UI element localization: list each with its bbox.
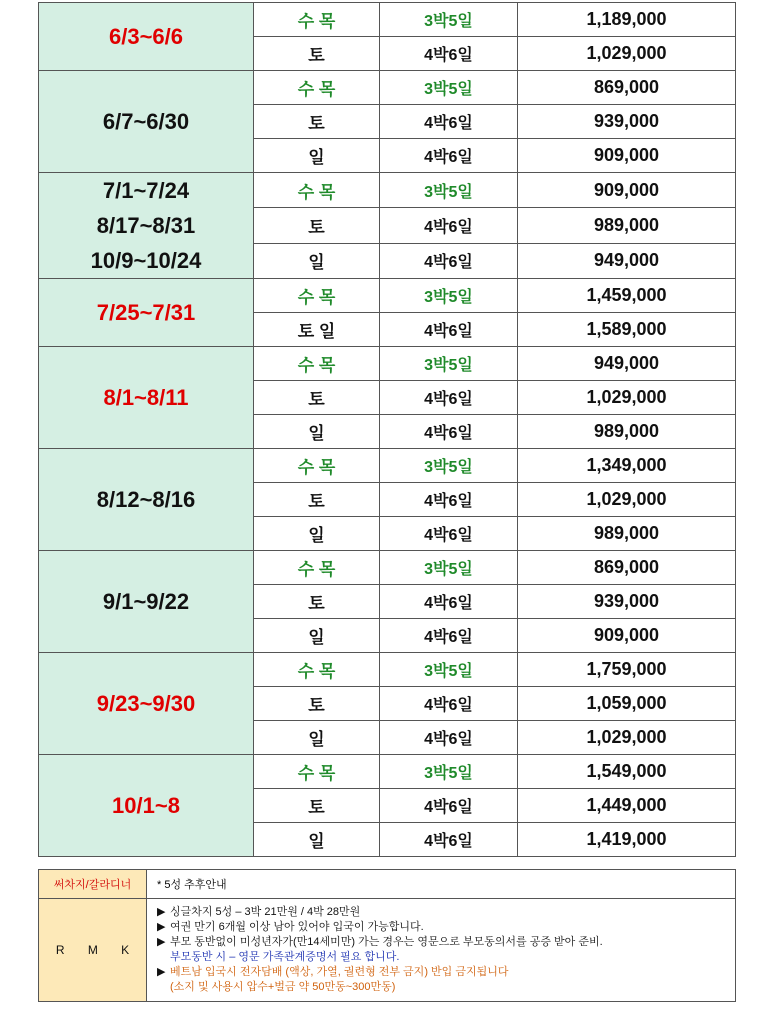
- day-cell: 일: [254, 619, 380, 653]
- nights-cell: 3박5일: [380, 347, 518, 381]
- price-cell: 869,000: [518, 71, 736, 105]
- price-cell: 989,000: [518, 415, 736, 449]
- day-cell: 수 목: [254, 653, 380, 687]
- period-cell: [39, 3, 254, 71]
- price-row: [39, 653, 736, 687]
- price-cell: 949,000: [518, 347, 736, 381]
- nights-cell: 4박6일: [380, 687, 518, 721]
- price-cell: 1,059,000: [518, 687, 736, 721]
- nights-cell: 3박5일: [380, 755, 518, 789]
- period-cell: [39, 347, 254, 449]
- price-cell: 869,000: [518, 551, 736, 585]
- rmk-note-text: (소지 및 사용시 압수+벌금 약 50만동~300만동): [170, 981, 396, 993]
- price-row: [39, 551, 736, 585]
- price-cell: 1,449,000: [518, 789, 736, 823]
- rmk-note-line: [157, 980, 725, 995]
- price-row: [39, 347, 736, 381]
- price-row: [39, 173, 736, 208]
- period-label: 10/9~10/24: [90, 248, 202, 273]
- nights-cell: 4박6일: [380, 381, 518, 415]
- day-cell: 토: [254, 381, 380, 415]
- triangle-bullet-icon: ▶: [157, 936, 166, 948]
- rmk-note-line: [157, 920, 725, 935]
- day-cell: 토: [254, 687, 380, 721]
- price-table-body: [39, 3, 736, 857]
- price-cell: 1,189,000: [518, 3, 736, 37]
- rmk-note-text: 부모 동반없이 미성년자가(만14세미만) 가는 경우는 영문으로 부모동의서를 공증 받아 준비.: [170, 936, 603, 948]
- nights-cell: 3박5일: [380, 449, 518, 483]
- nights-cell: 3박5일: [380, 173, 518, 208]
- nights-cell: 4박6일: [380, 208, 518, 243]
- nights-cell: 3박5일: [380, 551, 518, 585]
- day-cell: 수 목: [254, 449, 380, 483]
- price-cell: 1,759,000: [518, 653, 736, 687]
- period-label: 7/25~7/31: [96, 300, 196, 325]
- period-label: 7/1~7/24: [102, 178, 190, 203]
- price-row: [39, 71, 736, 105]
- price-table: [38, 2, 736, 857]
- rmk-note-line: [157, 935, 725, 950]
- price-cell: 949,000: [518, 243, 736, 278]
- triangle-bullet-icon: ▶: [157, 921, 166, 933]
- day-cell: 토: [254, 105, 380, 139]
- price-cell: 939,000: [518, 585, 736, 619]
- price-cell: 1,419,000: [518, 823, 736, 857]
- price-cell: 1,029,000: [518, 721, 736, 755]
- day-cell: 토 일: [254, 313, 380, 347]
- price-cell: 1,029,000: [518, 381, 736, 415]
- rmk-note-line: [157, 950, 725, 965]
- period-cell: [39, 755, 254, 857]
- day-cell: 수 목: [254, 173, 380, 208]
- price-cell: 939,000: [518, 105, 736, 139]
- price-row: [39, 449, 736, 483]
- price-cell: 909,000: [518, 139, 736, 173]
- period-label: 8/1~8/11: [103, 385, 189, 410]
- nights-cell: 4박6일: [380, 139, 518, 173]
- period-label: 8/12~8/16: [96, 487, 196, 512]
- price-cell: 1,459,000: [518, 279, 736, 313]
- price-cell: 1,549,000: [518, 755, 736, 789]
- price-cell: 909,000: [518, 173, 736, 208]
- nights-cell: 4박6일: [380, 37, 518, 71]
- nights-cell: 4박6일: [380, 823, 518, 857]
- nights-cell: 3박5일: [380, 3, 518, 37]
- price-cell: 989,000: [518, 208, 736, 243]
- nights-cell: 4박6일: [380, 483, 518, 517]
- period-label: 9/1~9/22: [102, 589, 190, 614]
- period-cell: [39, 71, 254, 173]
- price-row: [39, 755, 736, 789]
- rmk-note-text: 베트남 입국시 전자담배 (액상, 가열, 궐련형 전부 금지) 반입 금지됩니다: [170, 966, 509, 978]
- day-cell: 토: [254, 789, 380, 823]
- period-cell: [39, 653, 254, 755]
- day-cell: 수 목: [254, 279, 380, 313]
- info-table: [38, 869, 736, 1002]
- nights-cell: 3박5일: [380, 653, 518, 687]
- rmk-note-line: [157, 905, 725, 920]
- rmk-note-text: 싱글차지 5성 – 3박 21만원 / 4박 28만원: [170, 906, 361, 918]
- price-row: [39, 279, 736, 313]
- day-cell: 토: [254, 585, 380, 619]
- day-cell: 수 목: [254, 71, 380, 105]
- price-row: [39, 3, 736, 37]
- day-cell: 일: [254, 721, 380, 755]
- hotel-label: 써차지/갈라디너: [39, 870, 147, 899]
- nights-cell: 4박6일: [380, 619, 518, 653]
- day-cell: 토: [254, 37, 380, 71]
- nights-cell: 4박6일: [380, 105, 518, 139]
- rmk-note-text: 여권 만기 6개월 이상 남아 있어야 입국이 가능합니다.: [170, 921, 424, 933]
- day-cell: 수 목: [254, 3, 380, 37]
- price-cell: 1,589,000: [518, 313, 736, 347]
- day-cell: 수 목: [254, 755, 380, 789]
- day-cell: 일: [254, 243, 380, 278]
- day-cell: 일: [254, 517, 380, 551]
- price-cell: 989,000: [518, 517, 736, 551]
- day-cell: 일: [254, 823, 380, 857]
- rmk-notes: [147, 899, 736, 1002]
- period-label: 6/3~6/6: [108, 24, 183, 49]
- triangle-bullet-icon: ▶: [157, 966, 166, 978]
- day-cell: 수 목: [254, 551, 380, 585]
- nights-cell: 4박6일: [380, 517, 518, 551]
- triangle-bullet-icon: ▶: [157, 906, 166, 918]
- hotel-note: * 5성 추후안내: [147, 870, 736, 899]
- price-cell: 1,349,000: [518, 449, 736, 483]
- period-cell: [39, 173, 254, 279]
- rmk-note-line: [157, 965, 725, 980]
- price-cell: 1,029,000: [518, 483, 736, 517]
- period-cell: [39, 551, 254, 653]
- nights-cell: 4박6일: [380, 313, 518, 347]
- period-cell: [39, 449, 254, 551]
- nights-cell: 4박6일: [380, 721, 518, 755]
- rmk-label: R M K: [39, 899, 147, 1002]
- nights-cell: 4박6일: [380, 789, 518, 823]
- period-label: 10/1~8: [112, 793, 180, 818]
- day-cell: 일: [254, 139, 380, 173]
- period-cell: [39, 279, 254, 347]
- nights-cell: 3박5일: [380, 279, 518, 313]
- day-cell: 수 목: [254, 347, 380, 381]
- day-cell: 일: [254, 415, 380, 449]
- period-label: 6/7~6/30: [102, 109, 190, 134]
- hotel-row: [39, 870, 736, 899]
- rmk-row: [39, 899, 736, 1002]
- nights-cell: 4박6일: [380, 585, 518, 619]
- nights-cell: 4박6일: [380, 415, 518, 449]
- day-cell: 토: [254, 483, 380, 517]
- nights-cell: 4박6일: [380, 243, 518, 278]
- price-cell: 909,000: [518, 619, 736, 653]
- rmk-note-text: 부모동반 시 – 영문 가족관계증명서 필요 합니다.: [170, 951, 400, 963]
- price-cell: 1,029,000: [518, 37, 736, 71]
- period-label: 8/17~8/31: [96, 213, 196, 238]
- nights-cell: 3박5일: [380, 71, 518, 105]
- period-label: 9/23~9/30: [96, 691, 196, 716]
- day-cell: 토: [254, 208, 380, 243]
